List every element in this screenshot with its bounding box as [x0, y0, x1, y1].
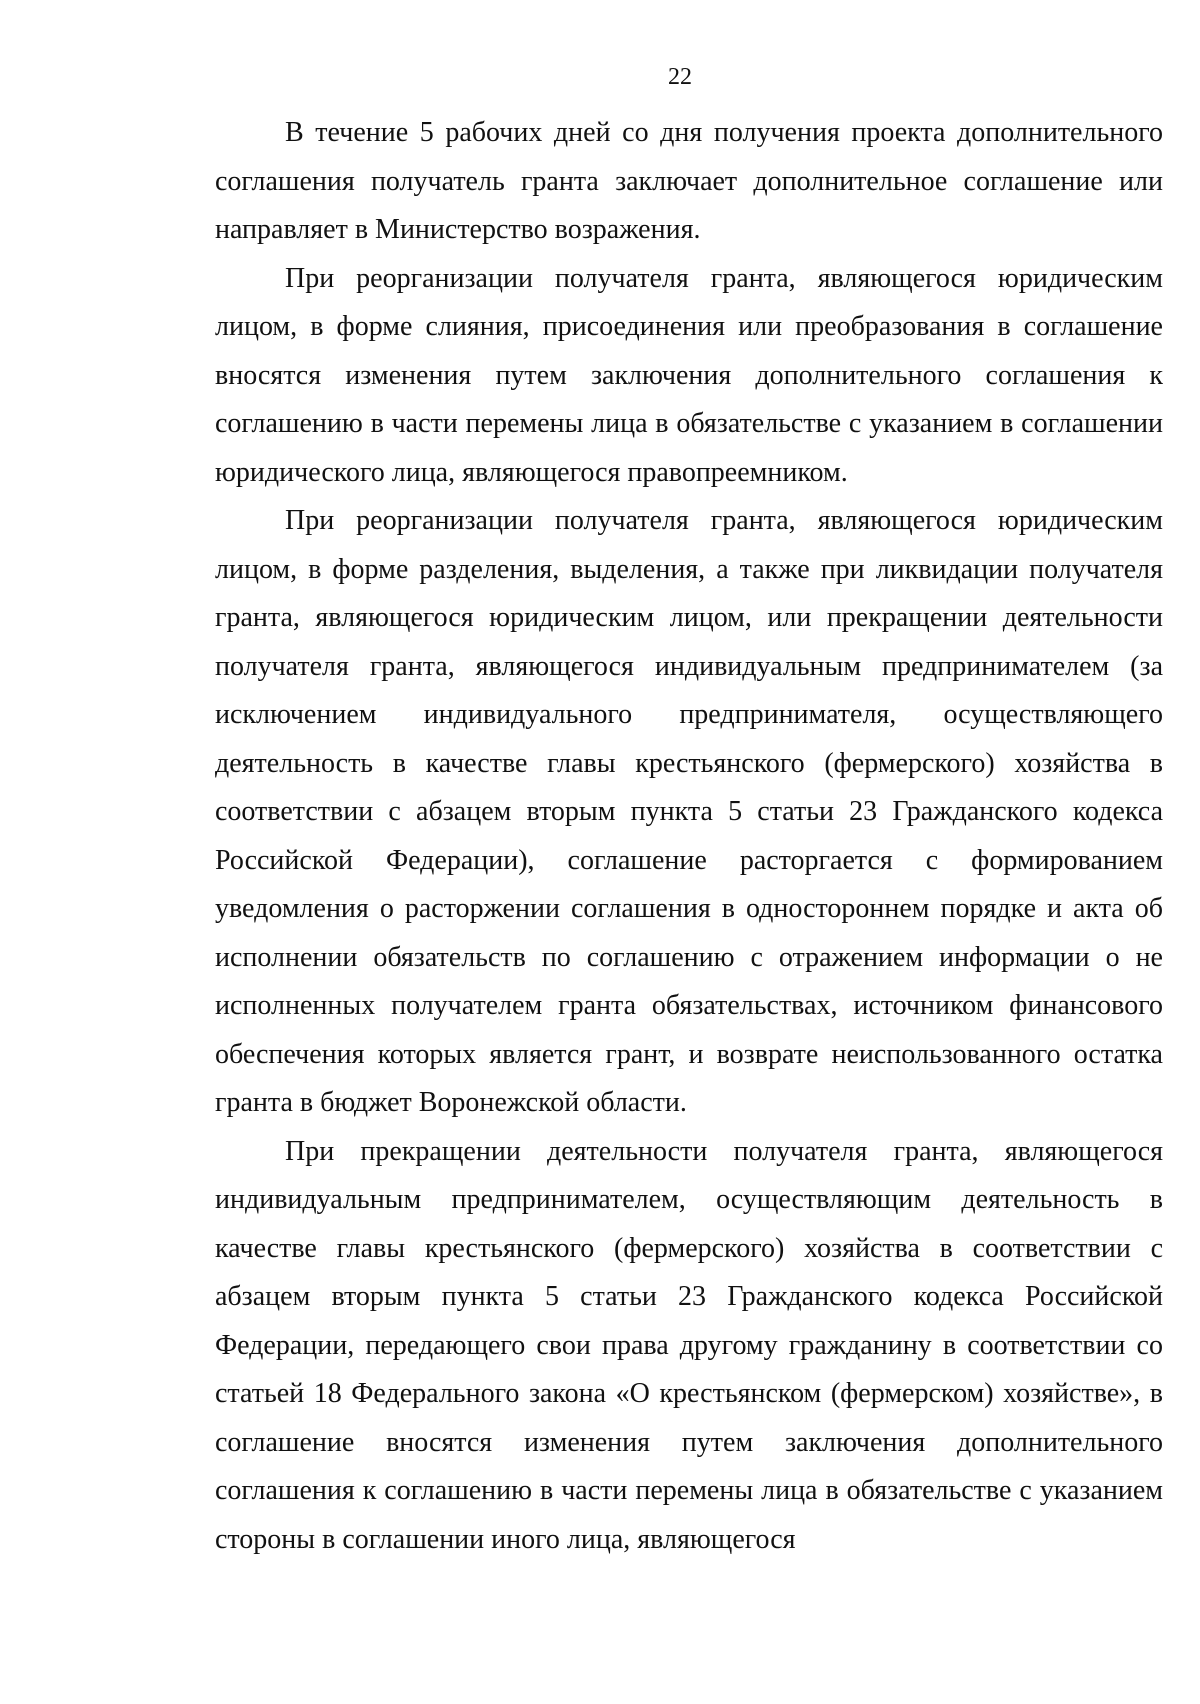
paragraph-reorganization-division-liquidation: При реорганизации получателя гранта, являющегося юридическим лицом, в форме разделения, выделения, а также при ликвидации получателя гранта, являющегося юридическим лицом, или прекращении деятельности получателя гранта, являющегося индивидуальным предпринимателем (за исключением индивидуального предпринимателя, осуществляющего деятельность в качестве главы крестьянского (фермерского) хозяйства в соответствии с абзацем вторым пункта 5 статьи 23 Гражданского кодекса Российской Федерации), соглашение расторгается с формированием уведомления о расторжении соглашения в одностороннем порядке и акта об исполнении обязательств по соглашению с отражением информации о не исполненных получателем гранта обязательствах, источником финансового обеспечения которых является грант, и возврате неиспользованного остатка гранта в бюджет Воронежской области.: [215, 505, 1163, 1118]
paragraph-farm-head-termination: При прекращении деятельности получателя гранта, являющегося индивидуальным предпринимателем, осуществляющим деятельность в качестве главы крестьянского (фермерского) хозяйства в соответствии с абзацем вторым пункта 5 статьи 23 Гражданского кодекса Российской Федерации, передающего свои права другому гражданину в соответствии со статьей 18 Федерального закона «О крестьянском (фермерском) хозяйстве», в соглашение вносятся изменения путем заключения дополнительного соглашения к соглашению в части перемены лица в обязательстве с указанием стороны в соглашении иного лица, являющегося: [215, 1135, 1163, 1555]
document-body: [215, 109, 1163, 1564]
paragraph-additional-agreement-deadline: В течение 5 рабочих дней со дня получения проекта дополнительного соглашения получатель гранта заключает дополнительное соглашение или направляет в Министерство возражения.: [215, 117, 1163, 245]
paragraph-reorganization-merger: При реорганизации получателя гранта, являющегося юридическим лицом, в форме слияния, присоединения или преобразования в соглашение вносятся изменения путем заключения дополнительного соглашения к соглашению в части перемены лица в обязательстве с указанием в соглашении юридического лица, являющегося правопреемником.: [215, 262, 1163, 488]
page-number: 22: [668, 64, 692, 90]
